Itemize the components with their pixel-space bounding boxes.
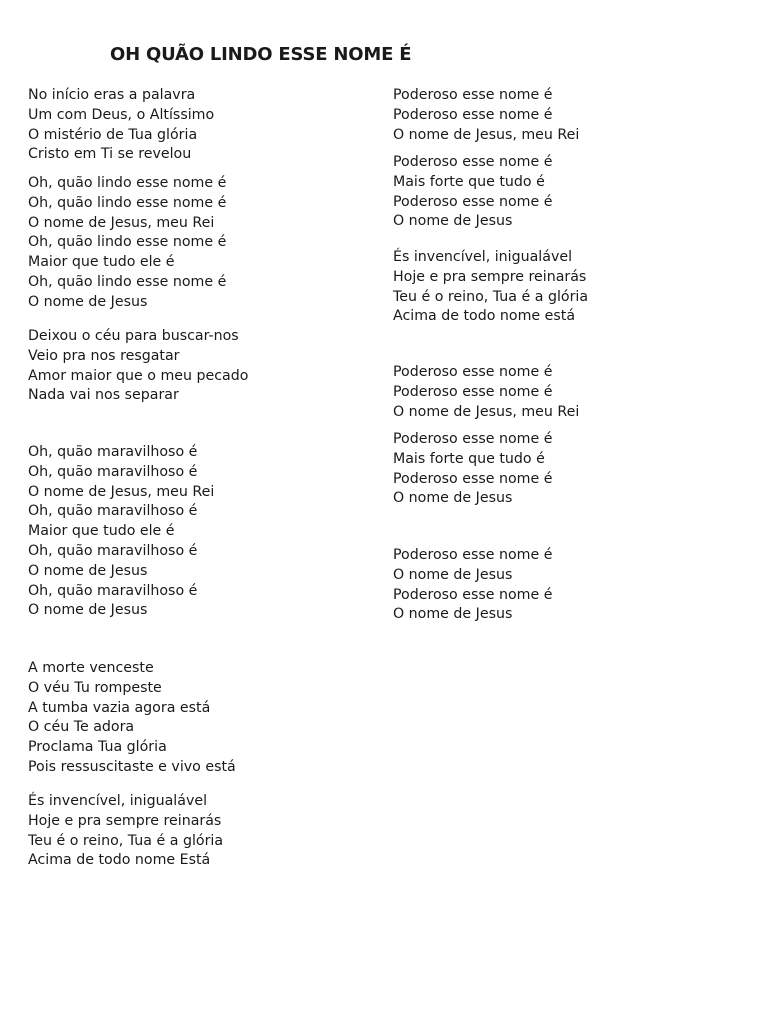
- lyric-line: Poderoso esse nome é: [393, 383, 553, 400]
- lyric-line: Poderoso esse nome é: [393, 547, 553, 563]
- lyric-line: Nada vai nos separar: [28, 387, 179, 404]
- lyric-line: A morte venceste: [28, 660, 154, 676]
- lyric-line: Teu é o reino, Tua é a glória: [393, 288, 589, 305]
- lyric-line: Oh, quão maravilhoso é: [28, 463, 198, 480]
- lyric-line: O nome de Jesus, meu Rei: [28, 483, 215, 500]
- lyric-line: Oh, quão lindo esse nome é: [28, 273, 227, 290]
- left-stanza: [28, 174, 226, 313]
- lyric-line: És invencível, inigualável: [28, 793, 208, 809]
- lyric-line: Veio pra nos resgatar: [28, 347, 180, 364]
- lyric-line: Um com Deus, o Altíssimo: [28, 106, 215, 123]
- lyric-line: O nome de Jesus, meu Rei: [393, 403, 580, 420]
- right-stanza: [393, 86, 579, 145]
- lyric-line: O nome de Jesus: [393, 490, 513, 507]
- lyric-line: O nome de Jesus: [28, 293, 148, 310]
- lyric-line: O nome de Jesus: [28, 602, 148, 619]
- lyric-line: Teu é o reino, Tua é a glória: [28, 832, 224, 849]
- lyric-line: Poderoso esse nome é: [393, 87, 553, 103]
- lyric-line: O mistério de Tua glória: [28, 126, 198, 143]
- lyric-line: Oh, quão lindo esse nome é: [28, 175, 227, 191]
- lyric-line: O nome de Jesus: [393, 566, 513, 583]
- left-stanza: [28, 327, 248, 406]
- lyric-line: Oh, quão maravilhoso é: [28, 503, 198, 520]
- lyric-line: Hoje e pra sempre reinarás: [393, 268, 587, 285]
- lyric-line: Oh, quão lindo esse nome é: [28, 194, 227, 211]
- lyric-line: O nome de Jesus, meu Rei: [28, 214, 215, 231]
- left-stanza: [28, 86, 214, 165]
- lyric-line: Poderoso esse nome é: [393, 364, 553, 380]
- lyric-line: O nome de Jesus, meu Rei: [393, 126, 580, 143]
- lyric-line: Acima de todo nome Está: [28, 852, 211, 869]
- lyric-line: Proclama Tua glória: [28, 739, 167, 756]
- lyric-line: O nome de Jesus: [28, 562, 148, 579]
- lyric-line: Oh, quão lindo esse nome é: [28, 234, 227, 251]
- right-stanza: [393, 248, 588, 327]
- lyric-line: O nome de Jesus: [393, 606, 513, 623]
- left-stanza: [28, 792, 223, 871]
- lyric-line: O nome de Jesus: [393, 213, 513, 230]
- lyric-line: Poderoso esse nome é: [393, 431, 553, 447]
- lyric-line: Maior que tudo ele é: [28, 523, 175, 540]
- right-stanza: [393, 153, 552, 232]
- lyric-line: És invencível, inigualável: [393, 249, 573, 265]
- lyric-line: Poderoso esse nome é: [393, 154, 553, 170]
- lyric-line: A tumba vazia agora está: [28, 699, 211, 716]
- right-stanza: [393, 430, 552, 509]
- lyric-line: No início eras a palavra: [28, 87, 196, 103]
- right-stanza: [393, 363, 579, 422]
- lyric-line: Mais forte que tudo é: [393, 173, 545, 190]
- lyric-line: Pois ressuscitaste e vivo está: [28, 758, 236, 775]
- right-stanza: [393, 546, 552, 625]
- lyric-line: O céu Te adora: [28, 719, 135, 736]
- lyric-line: Poderoso esse nome é: [393, 586, 553, 603]
- lyric-line: Amor maior que o meu pecado: [28, 367, 249, 384]
- left-stanza: [28, 659, 236, 778]
- lyric-line: O véu Tu rompeste: [28, 679, 162, 696]
- lyric-line: Maior que tudo ele é: [28, 254, 175, 271]
- lyric-line: Hoje e pra sempre reinarás: [28, 812, 222, 829]
- left-stanza: [28, 443, 214, 621]
- lyric-line: Oh, quão maravilhoso é: [28, 444, 198, 460]
- lyric-line: Oh, quão maravilhoso é: [28, 542, 198, 559]
- lyric-line: Mais forte que tudo é: [393, 450, 545, 467]
- lyric-line: Deixou o céu para buscar-nos: [28, 328, 239, 344]
- lyric-line: Poderoso esse nome é: [393, 106, 553, 123]
- page-title: OH QUÃO LINDO ESSE NOME É: [110, 44, 412, 65]
- lyric-line: Cristo em Ti se revelou: [28, 146, 192, 163]
- lyric-line: Oh, quão maravilhoso é: [28, 582, 198, 599]
- lyric-line: Acima de todo nome está: [393, 308, 576, 325]
- lyric-line: Poderoso esse nome é: [393, 470, 553, 487]
- lyric-line: Poderoso esse nome é: [393, 193, 553, 210]
